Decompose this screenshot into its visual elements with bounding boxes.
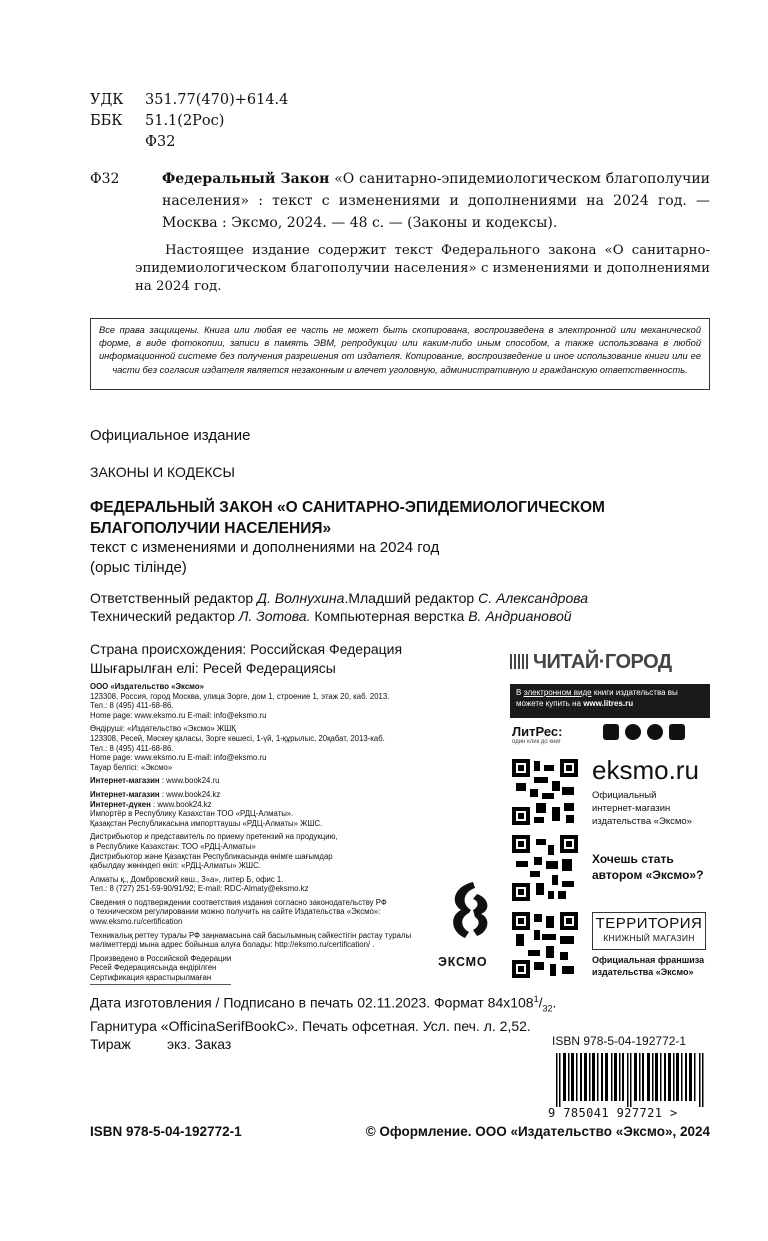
publisher-name: ООО «Издательство «Эксмо»	[90, 682, 204, 691]
isbn-small: ISBN 978-5-04-192772-1	[552, 1034, 687, 1048]
bbk-label: ББК	[90, 113, 123, 129]
producer-address: 123308, Ресей, Мәскеу қаласы, Зорге көшесі, 1-үй, 1-құрылыс, 20қабат, 2013-каб.	[90, 733, 385, 743]
junior-editor-label: .Младший редактор	[344, 590, 479, 606]
distributor-4: қабылдау жөніндегі өкіл: «РДЦ-Алматы» ЖШС.	[90, 861, 261, 871]
format-sub: 32	[542, 1003, 553, 1014]
cert-1: Сведения о подтверждении соответствия издания согласно законодательству РФ	[90, 897, 387, 907]
qr-code-icon	[512, 835, 578, 901]
eksmo-caption-1: Официальный	[592, 790, 657, 801]
chitai-gorod-text: ЧИТАЙ·ГОРОД	[533, 651, 672, 673]
author-sign: Ф32	[145, 134, 176, 150]
os-icons	[603, 724, 685, 740]
android-icon	[625, 724, 641, 740]
classification-block	[90, 90, 288, 153]
origin-ru: Страна происхождения: Российская Федерация	[90, 641, 403, 657]
editor-label: Ответственный редактор	[90, 590, 258, 606]
format-sup: 1	[533, 994, 539, 1004]
producer-web: Home page: www.eksmo.ru E-mail: info@eksmo.ru	[90, 753, 267, 763]
territoriya-subtitle: КНИЖНЫЙ МАГАЗИН	[603, 933, 695, 943]
become-author-1: Хочешь стать	[592, 852, 674, 866]
publisher-web: Home page: www.eksmo.ru E-mail: info@eksmo.ru	[90, 710, 267, 720]
eksmo-shop-caption	[592, 789, 692, 828]
gamepad-icon	[647, 724, 663, 740]
layout-name: В. Андриановой	[468, 608, 572, 624]
entry-code: Ф32	[90, 171, 120, 187]
imprint: Дата изготовления / Подписано в печать 02.11.2023. Формат $84x108^1/_{32}$. Гарнитура «OfficinaSerifBookC». Печать офсетная. Усл. печ. л. 2,52. Тираж экз. Заказ	[90, 990, 710, 1053]
cert-2: о техническом регулировании можно получить на сайте Издательства «Эксмо»:	[90, 907, 381, 917]
cert-kz-2: мәліметтерді мына адрес бойынша алуға болады: http://eksmo.ru/certification/ .	[90, 940, 375, 950]
eksmo-logo-text: ЭКСМО	[438, 955, 488, 969]
editor-name: Д. Волнухина	[257, 590, 345, 606]
shop-kz2-label: Интернет-дүкен	[90, 799, 151, 809]
litres-slogan: один клик до книг	[512, 739, 561, 745]
eksmo-caption-3: издательства «Эксмо»	[592, 816, 692, 827]
franchise-caption	[592, 955, 704, 978]
udk-label: УДК	[90, 92, 124, 108]
banner-text-a: В	[516, 688, 524, 697]
origin-kz: Шығарылған елі: Ресей Федерациясы	[90, 660, 336, 676]
annotation: Настоящее издание содержит текст Федерального закона «О санитарно-эпидемиологическом благополучии населения» с изменениями и дополнениями на 2024 год.	[135, 243, 710, 294]
publisher-address: 123308, Россия, город Москва, улица Зорге, дом 1, строение 1, этаж 20, каб. 2013.	[90, 691, 390, 701]
franchise-2: издательства «Эксмо»	[592, 966, 694, 977]
importer-kz: Қазақстан Республикасына импорттаушы «РДЦ-Алматы» ЖШС.	[90, 818, 323, 828]
made-in-1: Произведено в Российской Федерации	[90, 953, 232, 963]
litres-banner	[510, 684, 710, 718]
subtitle-line-2: (орыс тілінде)	[90, 559, 187, 576]
trademark: Тауар белгісі: «Эксмо»	[90, 762, 173, 772]
windows-icon	[669, 724, 685, 740]
cert-3: www.eksmo.ru/certification	[90, 917, 183, 927]
made-in-3: Сертификация қарастырылмаған	[90, 973, 212, 983]
typeface-line: Гарнитура «OfficinaSerifBookC». Печать офсетная. Усл. печ. л. 2,52.	[90, 1018, 531, 1035]
publisher-tel: Тел.: 8 (495) 411-68-86.	[90, 701, 174, 711]
producer-tel: Тел.: 8 (495) 411-68-86.	[90, 743, 174, 753]
bars-icon	[510, 654, 530, 669]
banner-text-c: книги издательства вы можете купить на	[516, 688, 678, 708]
chitai-gorod-logo	[510, 651, 672, 674]
tirazh-label: Тираж	[90, 1036, 131, 1053]
franchise-1: Официальная франшиза	[592, 955, 705, 965]
publisher-info	[90, 682, 430, 985]
tirazh-value: экз. Заказ	[167, 1036, 232, 1053]
book-subtitle	[90, 538, 439, 578]
subtitle-line-1: текст с изменениями и дополнениями на 2024 год	[90, 539, 440, 556]
layout-label: Компьютерная верстка	[310, 608, 469, 624]
qr-code-icon	[512, 759, 578, 825]
bibliographic-entry	[90, 168, 710, 234]
barcode-icon	[556, 1053, 706, 1107]
shop-value: : www.book24.ru	[159, 776, 220, 786]
shop-label: Интернет-магазин	[90, 776, 160, 786]
official-edition: Официальное издание	[90, 427, 251, 444]
isbn-bottom: ISBN 978-5-04-192772-1	[90, 1124, 242, 1139]
eksmo-caption-2: интернет-магазин	[592, 803, 671, 814]
shop-kz2-value: : www.book24.kz	[150, 799, 212, 809]
banner-url: www.litres.ru	[583, 699, 634, 708]
origin	[90, 640, 402, 678]
become-author	[592, 851, 703, 883]
almaty-address: Алматы қ., Домбровский көш., 3«а», литер Б, офис 1.	[90, 874, 284, 884]
entry-title: Федеральный Закон	[162, 171, 330, 187]
cert-kz-1: Техникалық реттеу туралы РФ заңнамасына сай басылымның сәйкестігін растау туралы	[90, 930, 412, 940]
udk-value: 351.77(470)+614.4	[145, 92, 289, 108]
distributor-1: Дистрибьютор и представитель по приему претензий на продукцию,	[90, 832, 338, 842]
almaty-contact: Тел.: 8 (727) 251-59-90/91/92; E-mail: RDC-Almaty@eksmo.kz	[90, 884, 309, 894]
distributor-3: Дистрибьютор және Қазақстан Республикасында өнімге шағымдар	[90, 851, 333, 861]
distributor-2: в Республике Казахстан: ТОО «РДЦ-Алматы»	[90, 841, 256, 851]
made-in-2: Ресей Федерациясында өндірілген	[90, 963, 217, 973]
production-info	[90, 954, 231, 985]
eksmo-logo-icon	[443, 880, 498, 940]
tech-editor-label: Технический редактор	[90, 608, 239, 624]
shop-kz-label: Интернет-магазин	[90, 789, 160, 799]
banner-text-b: электронном виде	[523, 688, 592, 697]
territoriya-logo	[592, 912, 706, 950]
entry-details: «О санитарно-эпидемиологическом благополучии населения» : текст с изменениями и дополнениями на 2024 год. — Москва : Эксмо, 2024. — 48 с. — (Законы и кодексы).	[162, 171, 710, 231]
eksmo-ru-logo: eksmo.ru	[592, 755, 699, 785]
junior-editor-name: С. Александрова	[478, 590, 589, 606]
shop-kz-value: : www.book24.kz	[159, 789, 221, 799]
editors	[90, 589, 588, 625]
series-name: ЗАКОНЫ И КОДЕКСЫ	[90, 464, 235, 480]
copyright: © Оформление. ООО «Издательство «Эксмо», 2024	[365, 1124, 710, 1139]
producer-name: Өндіруші: «Издательство «Эксмо» ЖШҚ	[90, 724, 236, 734]
bbk-value: 51.1(2Рос)	[145, 113, 225, 129]
apple-icon	[603, 724, 619, 740]
territoriya-title: ТЕРРИТОРИЯ	[595, 915, 703, 932]
become-author-2: автором «Эксмо»?	[592, 868, 704, 882]
importer: Импортёр в Республику Казахстан ТОО «РДЦ-Алматы».	[90, 809, 294, 819]
barcode-digits: 9 785041 927721 >	[548, 1106, 678, 1120]
qr-code-icon	[512, 912, 578, 978]
tech-editor-name: Л. Зотова.	[238, 608, 311, 624]
litres-logo: ЛитРес:	[512, 724, 563, 739]
rights-notice: Все права защищены. Книга или любая ее часть не может быть скопирована, воспроизведена в электронной или механической форме, в виде фотокопии, записи в память ЭВМ, репродукции или каким-либо иным способом, а также использована в любой информационной системе без получения разрешения от издателя. Копирование, воспроизведение и иное использование книги или ее части без согласия издателя является незаконным и влечет уголовную, административную и гражданскую ответственность.	[90, 318, 710, 390]
print-date: Дата изготовления / Подписано в печать 02.11.2023. Формат 84x108	[90, 994, 534, 1011]
book-title: ФЕДЕРАЛЬНЫЙ ЗАКОН «О САНИТАРНО-ЭПИДЕМИОЛОГИЧЕСКОМ БЛАГОПОЛУЧИИ НАСЕЛЕНИЯ»	[90, 499, 605, 537]
